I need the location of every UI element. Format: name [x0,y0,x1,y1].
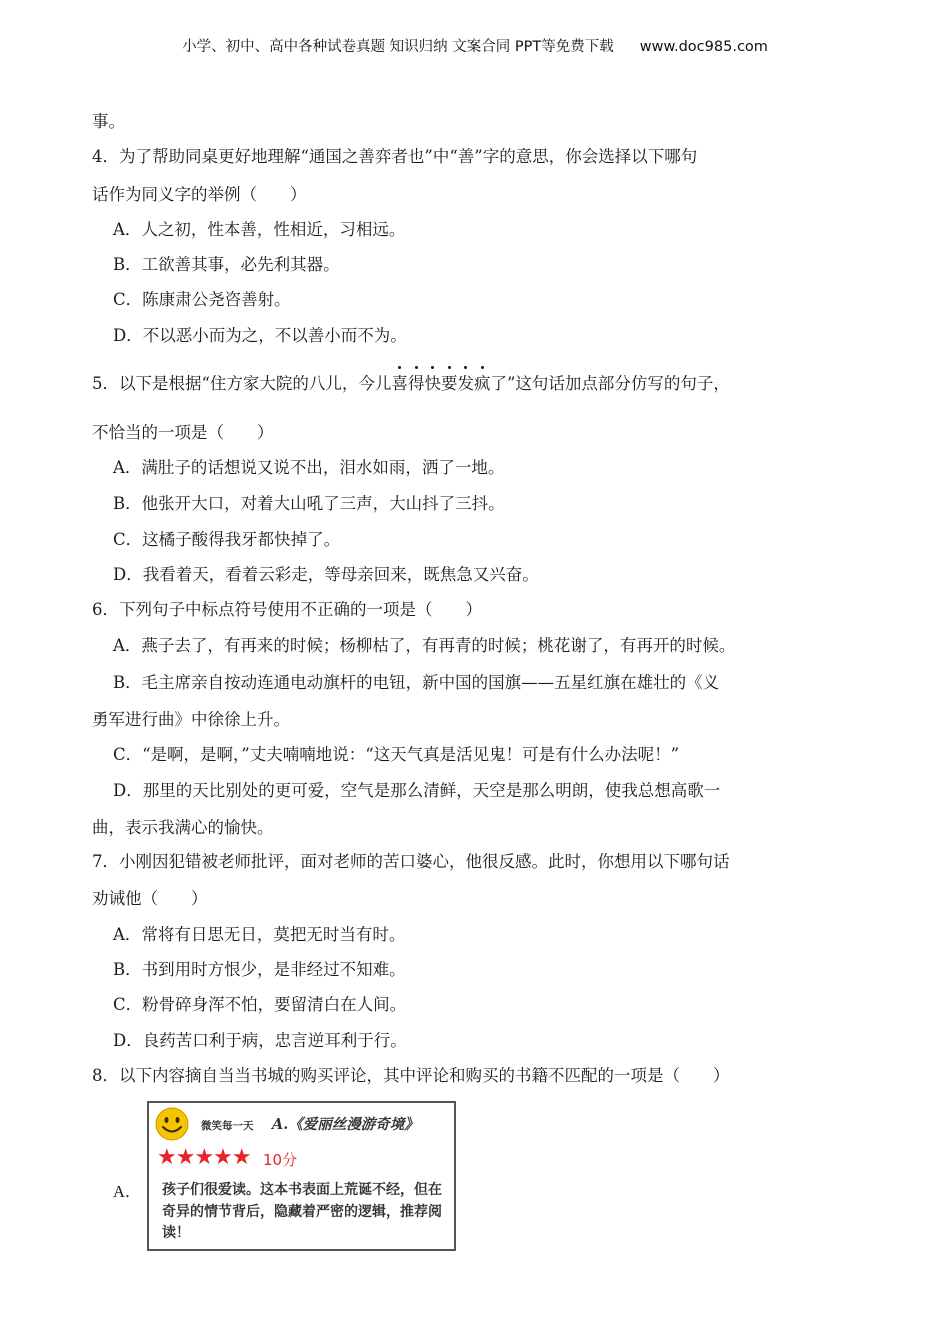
question-6-option-c[interactable]: C．“是啊，是啊，”丈夫喃喃地说：“这天气真是活见鬼！可是有什么办法呢！” [113,745,680,764]
page-header [0,35,950,56]
emphasis-char: 要 [440,374,458,393]
question-5-stem-cont: 不恰当的一项是（ ） [92,423,274,442]
book-title: A.《爱丽丝漫游奇境》 [272,1116,419,1133]
emphasis-char: 发 [457,374,474,393]
header-text: 小学、初中、高中各种试卷真题 知识归纳 文案合同 PPT等免费下载 [182,39,614,55]
question-6-option-b-cont: 勇军进行曲》中徐徐上升。 [92,710,290,729]
question-4-option-c[interactable]: C．陈康肃公尧咨善射。 [113,290,291,309]
question-4-option-b[interactable]: B．工欲善其事，必先利其器。 [113,255,340,274]
question-7-option-c[interactable]: C．粉骨碎身浑不怕，要留清白在人间。 [113,995,407,1014]
question-7-stem: 7．小刚因犯错被老师批评，面对老师的苦口婆心，他很反感。此时，你想用以下哪句话 [92,852,730,871]
question-4-option-d[interactable]: D．不以恶小而为之，不以善小而不为。 [113,326,407,345]
question-4-stem: 4．为了帮助同桌更好地理解“通国之善弈者也”中“善”字的意思，你会选择以下哪句 [92,147,698,166]
question-4-option-a[interactable]: A．人之初，性本善，性相近，习相远。 [113,220,406,239]
question-6-option-b[interactable]: B．毛主席亲自按动连通电动旗杆的电钮，新中国的国旗——五星红旗在雄壮的《义 [113,673,720,692]
emphasis-char: 得 [407,374,425,393]
question-7-option-a[interactable]: A．常将有日思无日，莫把无时当有时。 [113,925,406,944]
question-7-stem-cont: 劝诫他（ ） [92,889,208,908]
question-5-stem [92,374,730,394]
question-4-stem-cont: 话作为同义字的举例（ ） [92,185,307,204]
question-5-stem-pre: 5．以下是根据“住方家大院的八儿，今儿 [92,374,392,393]
question-7-option-d[interactable]: D．良药苦口利于病，忠言逆耳利于行。 [113,1031,407,1050]
question-6-option-d-cont: 曲，表示我满心的愉快。 [92,818,274,837]
continuation-text: 事。 [92,112,125,131]
smiley-icon [155,1107,189,1141]
question-7-option-b[interactable]: B．书到用时方恨少，是非经过不知难。 [113,960,406,979]
review-card [147,1101,456,1251]
question-5-option-a[interactable]: A．满肚子的话想说又说不出，泪水如雨，洒了一地。 [113,458,505,477]
question-6-stem: 6．下列句子中标点符号使用不正确的一项是（ ） [92,600,482,619]
emphasis-char: 喜 [391,374,408,393]
header-site-link[interactable]: www.doc985.com [639,39,768,55]
question-8-option-a-label[interactable]: A． [113,1182,142,1201]
review-score: 10分 [263,1151,298,1169]
question-6-option-d[interactable]: D．那里的天比别处的更可爱，空气是那么清鲜，天空是那么明朗，使我总想高歌一 [113,781,721,800]
emphasis-char: 疯 [473,374,491,393]
emphasis-char: 快 [424,374,441,393]
question-5-option-c[interactable]: C．这橘子酸得我牙都快掉了。 [113,530,341,549]
question-8-stem: 8．以下内容摘自当当书城的购买评论，其中评论和购买的书籍不匹配的一项是（ ） [92,1066,730,1085]
question-5-stem-post: 了”这句话加点部分仿写的句子， [490,374,730,393]
question-6-option-a[interactable]: A．燕子去了，有再来的时候；杨柳枯了，有再青的时候；桃花谢了，有再开的时候。 [113,636,736,655]
reviewer-name: 微笑每一天 [201,1120,254,1132]
question-5-option-d[interactable]: D．我看着天，看着云彩走，等母亲回来，既焦急又兴奋。 [113,565,539,584]
question-5-option-b[interactable]: B．他张开大口，对着大山吼了三声，大山抖了三抖。 [113,494,505,513]
star-rating: ★★★★★ [157,1145,251,1170]
review-text: 孩子们很爱读。这本书表面上荒诞不经，但在奇异的情节背后，隐藏着严密的逻辑，推荐阅读！ [162,1182,442,1241]
